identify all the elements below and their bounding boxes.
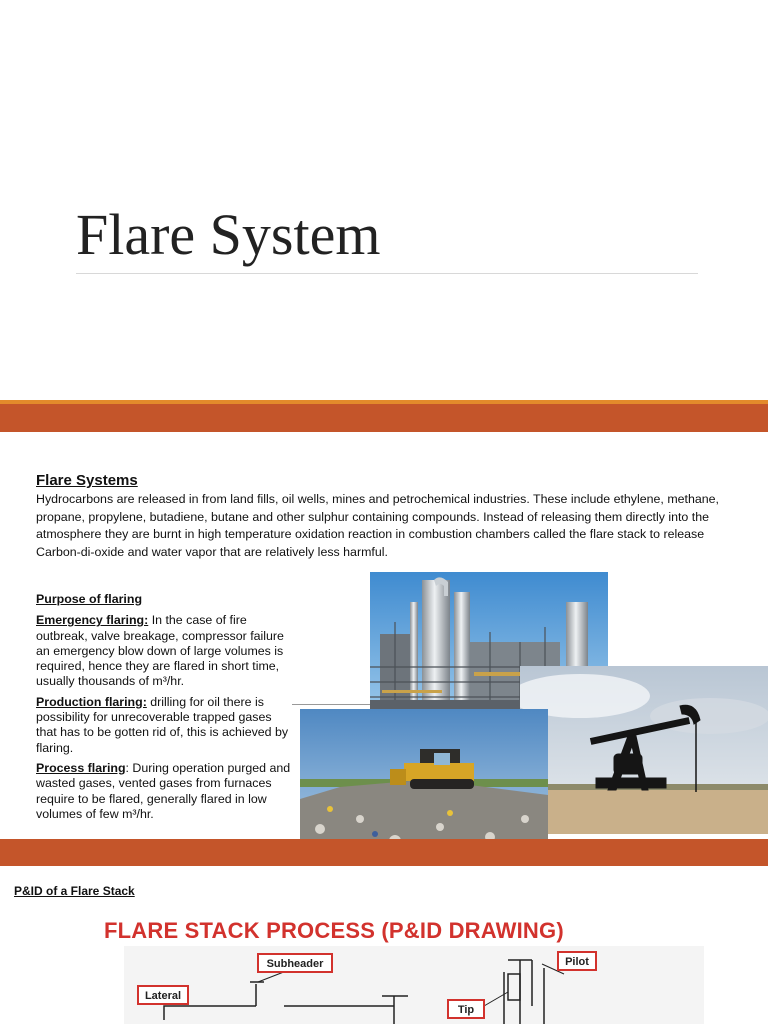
- pilot-label: Pilot: [565, 956, 589, 968]
- subheader-callout: [258, 954, 332, 972]
- process-flaring-item: [36, 761, 292, 822]
- tip-callout: [448, 1000, 484, 1018]
- item-text: In the case of fire outbreak, valve breakage, compressor failure an emergency blow down of large volumes is required, hence they are flared in short time, usually thousands of m³/hr.: [36, 613, 284, 689]
- section-heading: Flare Systems: [36, 472, 138, 489]
- pid-slide: [0, 866, 768, 1024]
- intro-paragraph: Hydrocarbons are released in from land fills, oil wells, mines and petrochemical industries. These include ethylene, methane, propane, propylene, butadiene, butane and other sulphur containing compounds. Instead of releasing them directly into the atmosphere they are burnt in high temperature oxidation reaction in combustion chambers called the flare stack to release Carbon-di-oxide and water vapor that are relatively less harmful.: [36, 492, 719, 559]
- item-term: Production flaring:: [36, 694, 147, 709]
- slide-divider-band-top: [0, 400, 768, 432]
- item-term: Emergency flaring:: [36, 613, 149, 628]
- slide-divider-band-bottom: [0, 839, 768, 866]
- production-flaring-item: [36, 695, 292, 756]
- flare-systems-slide: [0, 432, 768, 839]
- title-slide: [0, 0, 768, 400]
- item-term: Process flaring: [36, 760, 126, 775]
- diagram-title: FLARE STACK PROCESS (P&ID DRAWING): [104, 918, 564, 943]
- emergency-flaring-item: [36, 613, 292, 689]
- pid-drawing: [124, 946, 704, 1024]
- title-divider: [76, 273, 698, 274]
- pilot-callout: [558, 952, 596, 970]
- subheader-label: Subheader: [266, 958, 324, 970]
- item-text: drilling for oil there is possibility for unrecoverable trapped gases that has to be gotten rid of, this is achieved by flaring.: [36, 694, 289, 755]
- tip-label: Tip: [457, 1004, 475, 1016]
- item-text: : During operation purged and wasted gases, vented gases from furnaces require to be flared, generally flared in low volumes of few m³/hr.: [36, 760, 291, 821]
- lateral-label: Lateral: [144, 990, 182, 1002]
- purpose-section: [36, 592, 292, 827]
- pid-heading: P&ID of a Flare Stack: [14, 884, 135, 898]
- lateral-callout: [138, 986, 188, 1004]
- slide-title: Flare System: [76, 202, 381, 267]
- purpose-heading: Purpose of flaring: [36, 592, 143, 606]
- pumpjack-photo: [520, 666, 768, 834]
